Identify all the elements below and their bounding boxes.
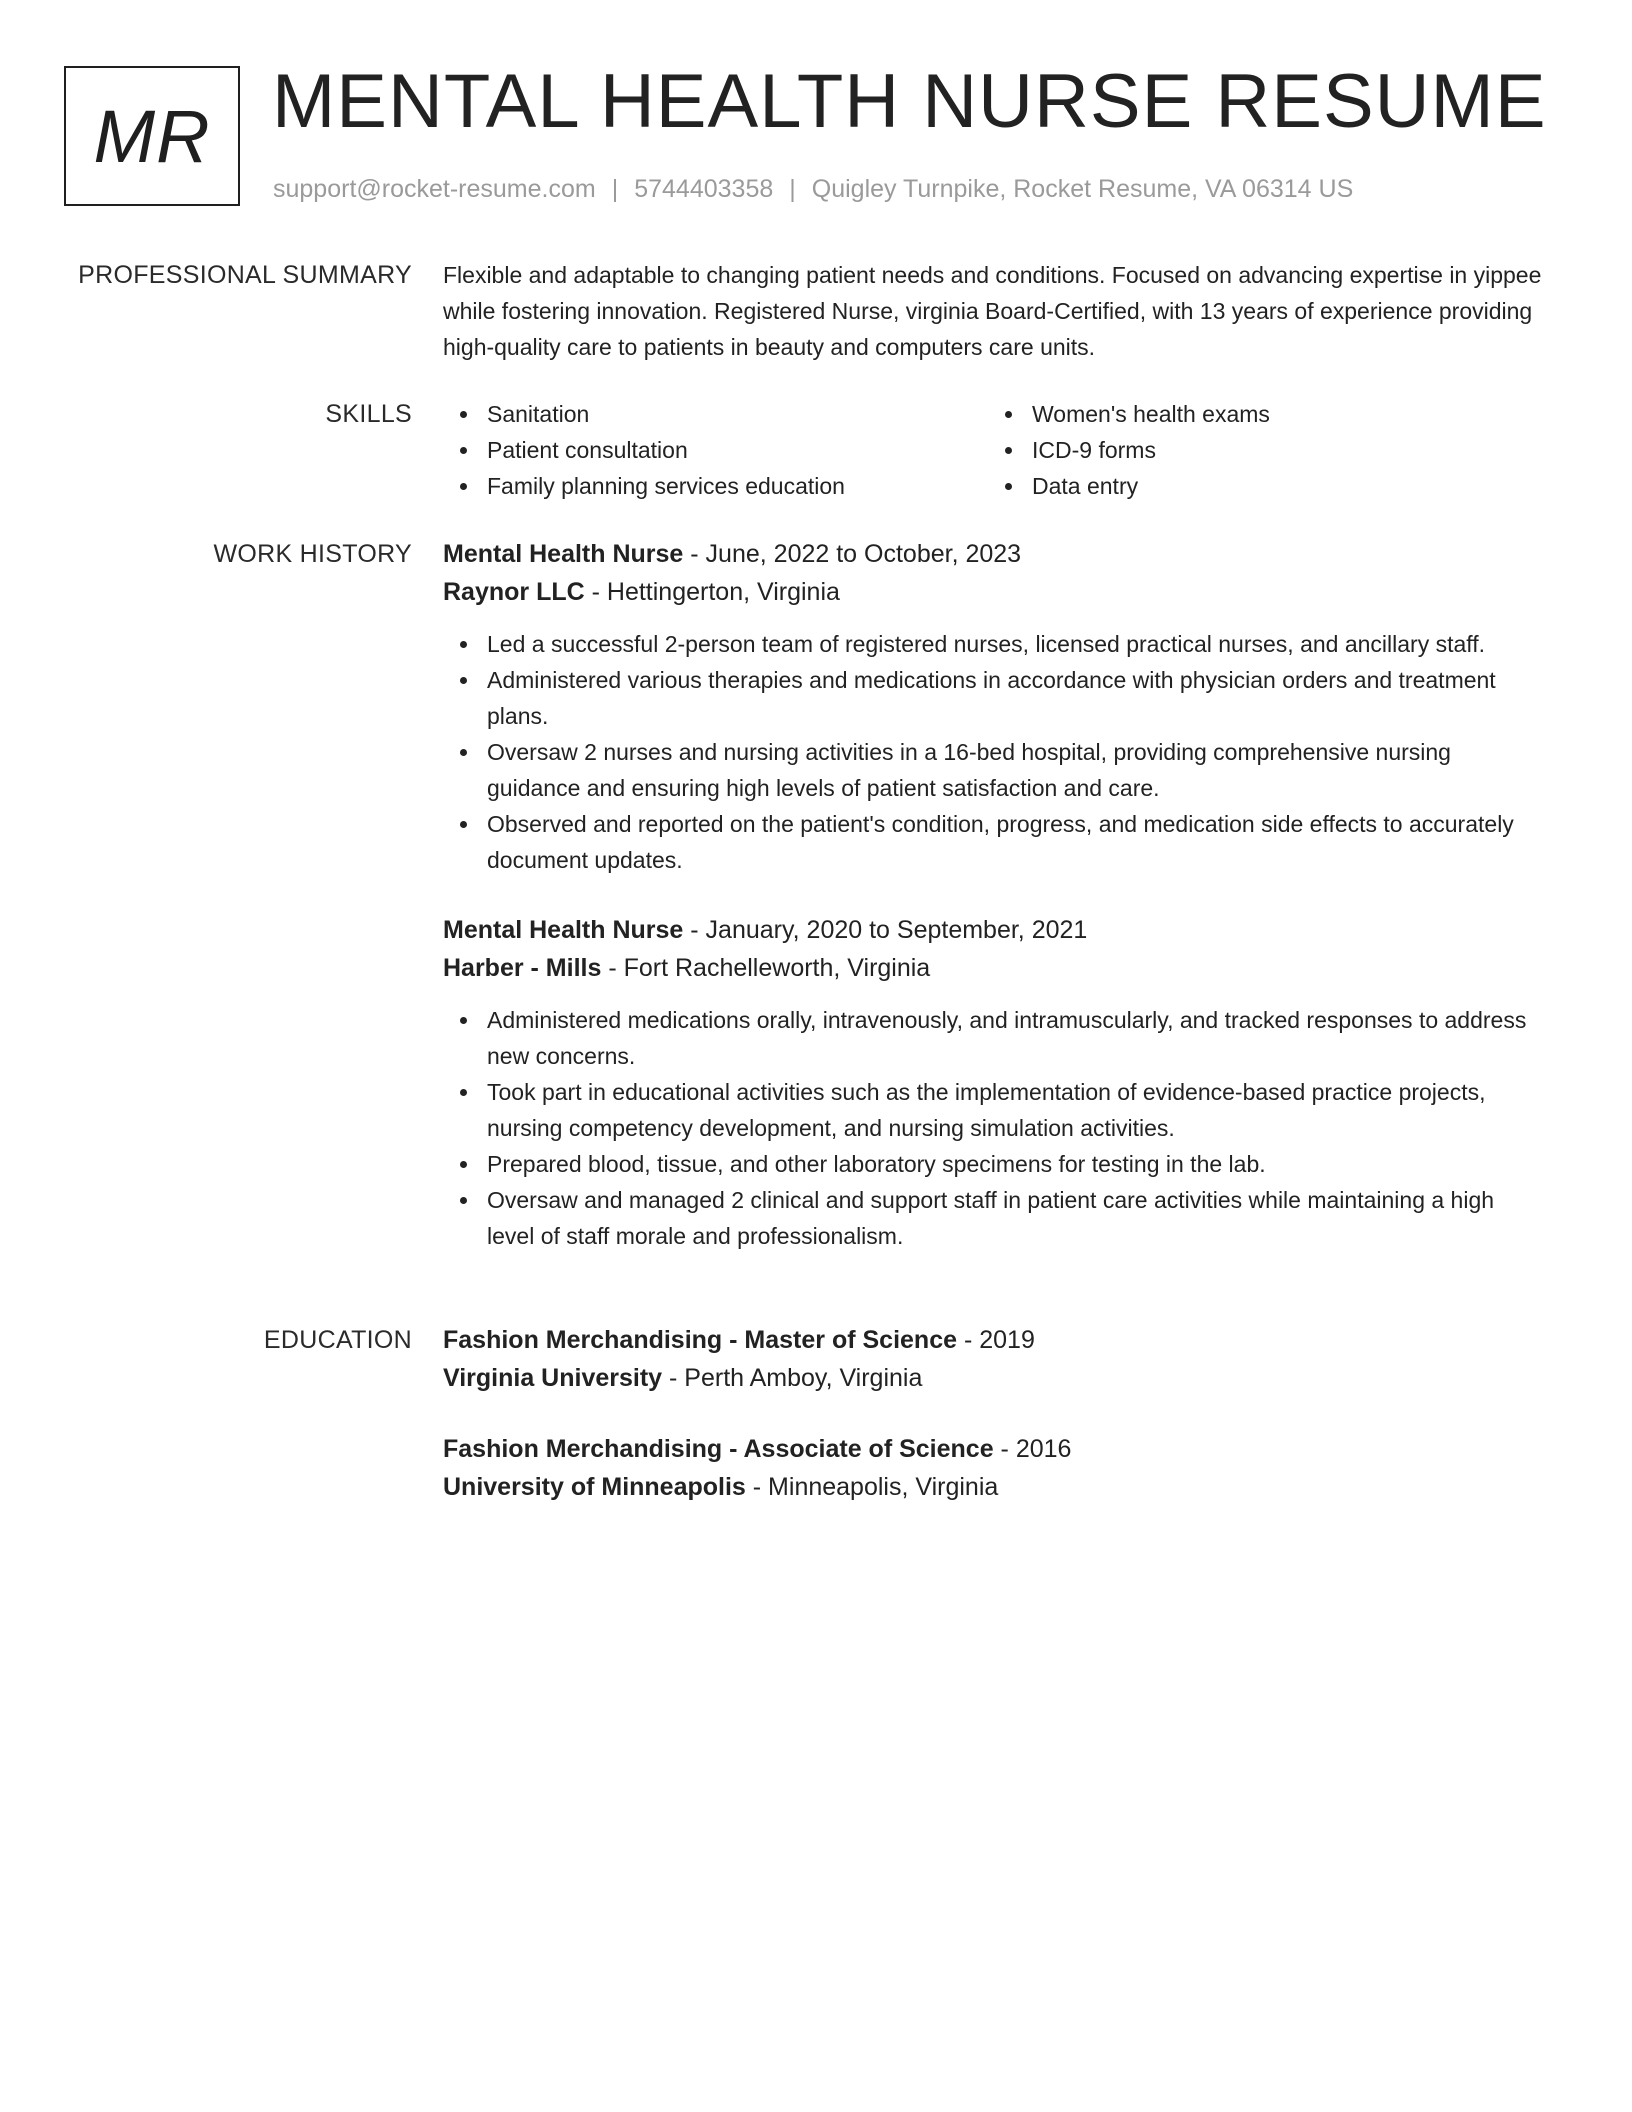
- education-entry: [443, 1430, 1543, 1506]
- section-label-summary: PROFESSIONAL SUMMARY: [78, 261, 412, 289]
- job-bullet: Administered various therapies and medications in accordance with physician orders and treatment plans.: [443, 662, 1543, 734]
- job-bullets: [443, 1002, 1543, 1254]
- section-label-education: EDUCATION: [263, 1326, 412, 1354]
- job-company-line: [443, 949, 1543, 987]
- education-entry: [443, 1321, 1543, 1397]
- skill-item: Family planning services education: [443, 468, 988, 504]
- job-bullets: [443, 626, 1543, 878]
- contact-separator: |: [789, 175, 796, 203]
- education-school-line: [443, 1359, 1543, 1397]
- job-bullet: Took part in educational activities such as the implementation of evidence-based practice projects, nursing competency development, and nursing simulation activities.: [443, 1074, 1543, 1146]
- monogram-box: [64, 66, 240, 206]
- job-company-line: [443, 573, 1543, 611]
- job-dates: - June, 2022 to October, 2023: [683, 540, 1022, 568]
- education-degree: Fashion Merchandising - Master of Science: [443, 1326, 958, 1354]
- skill-item: ICD-9 forms: [988, 432, 1533, 468]
- skills-column-right: [988, 396, 1533, 504]
- skills-grid: [443, 396, 1543, 504]
- contact-phone: 5744403358: [634, 175, 774, 203]
- section-label-work-history: WORK HISTORY: [213, 540, 412, 568]
- education-location: - Minneapolis, Virginia: [745, 1473, 999, 1501]
- job-location: - Hettingerton, Virginia: [584, 578, 840, 606]
- skills-section: [443, 396, 1543, 504]
- job-bullet: Administered medications orally, intravenously, and intramuscularly, and tracked responses to address new concerns.: [443, 1002, 1543, 1074]
- contact-email: support@rocket-resume.com: [273, 175, 596, 203]
- job-title-line: [443, 535, 1543, 573]
- skill-item: Women's health exams: [988, 396, 1533, 432]
- job-title: Mental Health Nurse: [443, 916, 684, 944]
- summary-section: [443, 257, 1543, 365]
- education-school: Virginia University: [443, 1364, 663, 1392]
- job-title-line: [443, 911, 1543, 949]
- education-section: [443, 1321, 1543, 1539]
- skills-column-left: [443, 396, 988, 504]
- education-year: - 2019: [957, 1326, 1035, 1354]
- education-year: - 2016: [993, 1435, 1072, 1463]
- contact-separator: |: [611, 175, 619, 203]
- section-label-skills: SKILLS: [325, 400, 412, 428]
- job-company: Raynor LLC: [443, 578, 585, 606]
- education-school-line: [443, 1468, 1543, 1506]
- skill-item: Data entry: [988, 468, 1533, 504]
- education-degree-line: [443, 1321, 1543, 1359]
- work-history-section: [443, 535, 1543, 1287]
- job-bullet: Oversaw 2 nurses and nursing activities in a 16-bed hospital, providing comprehensive nursing guidance and ensuring high levels of patient satisfaction and care.: [443, 734, 1543, 806]
- job-dates: - January, 2020 to September, 2021: [683, 916, 1088, 944]
- job-company: Harber - Mills: [443, 954, 602, 982]
- education-location: - Perth Amboy, Virginia: [662, 1364, 923, 1392]
- job-bullet: Prepared blood, tissue, and other laboratory specimens for testing in the lab.: [443, 1146, 1543, 1182]
- monogram-initials: MR: [93, 94, 211, 178]
- education-school: University of Minneapolis: [443, 1473, 746, 1501]
- education-degree: Fashion Merchandising - Associate of Science: [443, 1435, 994, 1463]
- education-degree-line: [443, 1430, 1543, 1468]
- job-bullet: Oversaw and managed 2 clinical and support staff in patient care activities while maintaining a high level of staff morale and professionalism.: [443, 1182, 1543, 1254]
- skill-item: Patient consultation: [443, 432, 988, 468]
- job-entry: [443, 911, 1543, 1254]
- skill-item: Sanitation: [443, 396, 988, 432]
- contact-address: Quigley Turnpike, Rocket Resume, VA 06314 US: [811, 175, 1354, 203]
- job-bullet: Led a successful 2-person team of registered nurses, licensed practical nurses, and ancillary staff.: [443, 626, 1543, 662]
- contact-line: [273, 172, 1353, 206]
- job-location: - Fort Rachelleworth, Virginia: [601, 954, 931, 982]
- summary-text: Flexible and adaptable to changing patient needs and conditions. Focused on advancing expertise in yippee while fostering innovation. Registered Nurse, virginia Board-Certified, with 13 years of experience providing high-quality care to patients in beauty and computers care units.: [443, 262, 1542, 360]
- job-entry: [443, 535, 1543, 878]
- resume-title: MENTAL HEALTH NURSE RESUME: [272, 59, 1547, 144]
- job-title: Mental Health Nurse: [443, 540, 684, 568]
- job-bullet: Observed and reported on the patient's condition, progress, and medication side effects to accurately document updates.: [443, 806, 1543, 878]
